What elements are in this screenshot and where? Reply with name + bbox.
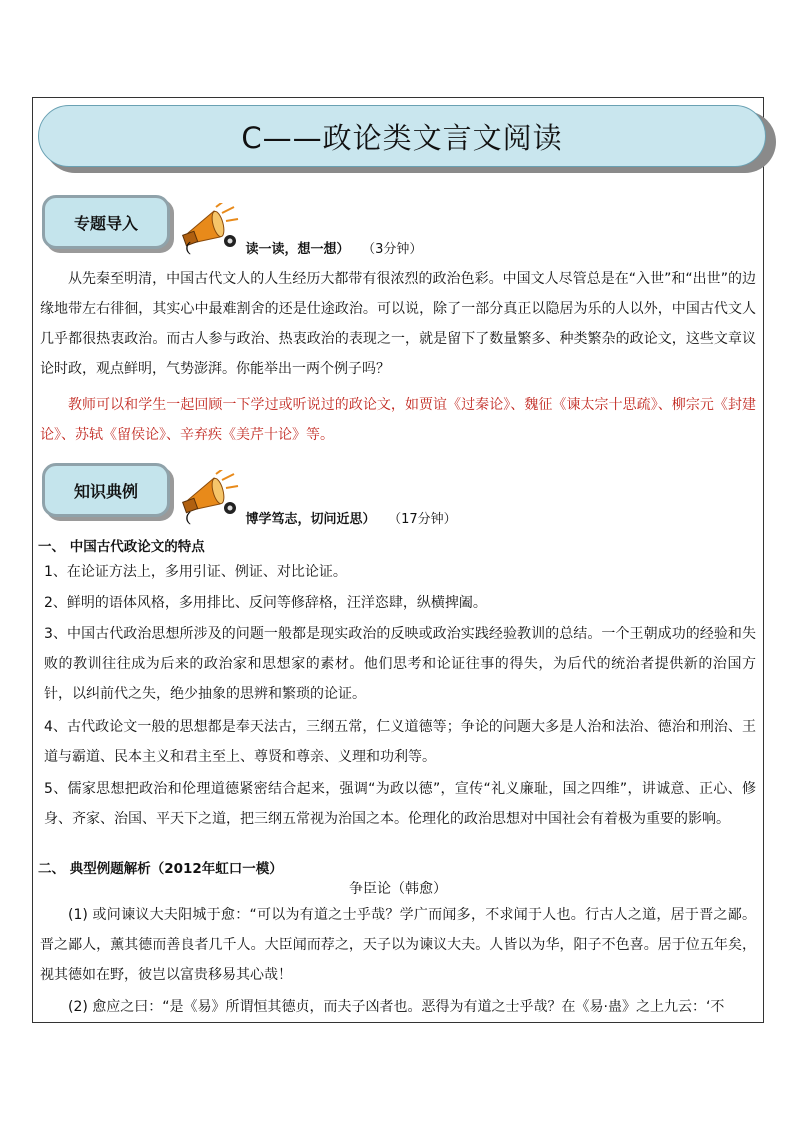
teacher-note: 教师可以和学生一起回顾一下学过或听说过的政论文，如贾谊《过秦论》、魏征《谏太宗十思疏》、柳宗元《封建论》、苏轼《留侯论》、辛弃疾《美芹十论》等。 [40, 397, 756, 443]
point-2: 2、鲜明的语体风格，多用排比、反问等修辞格，汪洋恣肆，纵横捭阖。 [44, 595, 487, 611]
section1-time: （3分钟） [362, 242, 423, 257]
title-banner [38, 105, 766, 167]
essay-paragraph-2: (2) 愈应之曰：“是《易》所谓恒其德贞，而夫子凶者也。恶得为有道之士乎哉？在《易·蛊》之上九云：‘不 [68, 999, 725, 1015]
section1-subtitle: 读一读，想一想） [245, 242, 350, 257]
point-4: 4、古代政论文一般的思想都是奉天法古，三纲五常，仁义道德等；争论的问题大多是人治和法治、德治和刑治、王道与霸道、民本主义和君主至上、尊贤和尊亲、义理和功利等。 [44, 719, 756, 765]
point-5: 5、儒家思想把政治和伦理道德紧密结合起来，强调“为政以德”，宣传“礼义廉耻，国之四维”，讲诚意、正心、修身、齐家、治国、平天下之道，把三纲五常视为治国之本。伦理化的政治思想对中国社会有着极为重要的影响。 [44, 781, 756, 827]
page-title: C——政论类文言文阅读 [241, 120, 563, 155]
section2-subtitle-row [178, 508, 457, 527]
essay-paragraph-1: (1) 或问谏议大夫阳城于愈：“可以为有道之士乎哉？学广而闻多，不求闻于人也。行古人之道，居于晋之鄙。晋之鄙人，薰其德而善良者几千人。大臣闻而荐之，天子以为谏议大夫。人皆以为华，阳子不色喜。居于位五年矣，视其德如在野，彼岂以富贵移易其心哉！ [40, 907, 756, 983]
section2-label: 知识典例 [42, 463, 170, 517]
point-3: 3、中国古代政治思想所涉及的问题一般都是现实政治的反映或政治实践经验教训的总结。一个王朝成功的经验和失败的教训往往成为后来的政治家和思想家的素材。他们思考和论证往事的得失，为后代的统治者提供新的治国方针，以纠前代之失，绝少抽象的思辨和繁琐的论证。 [44, 626, 756, 702]
section1-subtitle-row [178, 238, 422, 257]
section1-subtitle-open: （ [178, 242, 192, 257]
point-1: 1、在论证方法上，多用引证、例证、对比论证。 [44, 564, 347, 580]
heading-characteristics: 一、 中国古代政论文的特点 [38, 539, 205, 555]
essay-title: 争臣论（韩愈） [349, 881, 447, 897]
section2-subtitle: 博学笃志，切问近思） [245, 512, 376, 527]
section2-time: （17分钟） [388, 512, 457, 527]
section2-subtitle-open: （ [178, 512, 192, 527]
section1-label: 专题导入 [42, 195, 170, 249]
heading-example: 二、 典型例题解析（2012年虹口一模） [38, 861, 283, 877]
intro-paragraph: 从先秦至明清，中国古代文人的人生经历大都带有很浓烈的政治色彩。中国文人尽管总是在“入世”和“出世”的边缘地带左右徘徊，其实心中最难割舍的还是仕途政治。可以说，除了一部分真正以隐居为乐的人以外，中国古代文人几乎都很热衷政治。而古人参与政治、热衷政治的表现之一，就是留下了数量繁多、种类繁杂的政论文，这些文章议论时政，观点鲜明，气势澎湃。你能举出一两个例子吗？ [40, 271, 756, 377]
